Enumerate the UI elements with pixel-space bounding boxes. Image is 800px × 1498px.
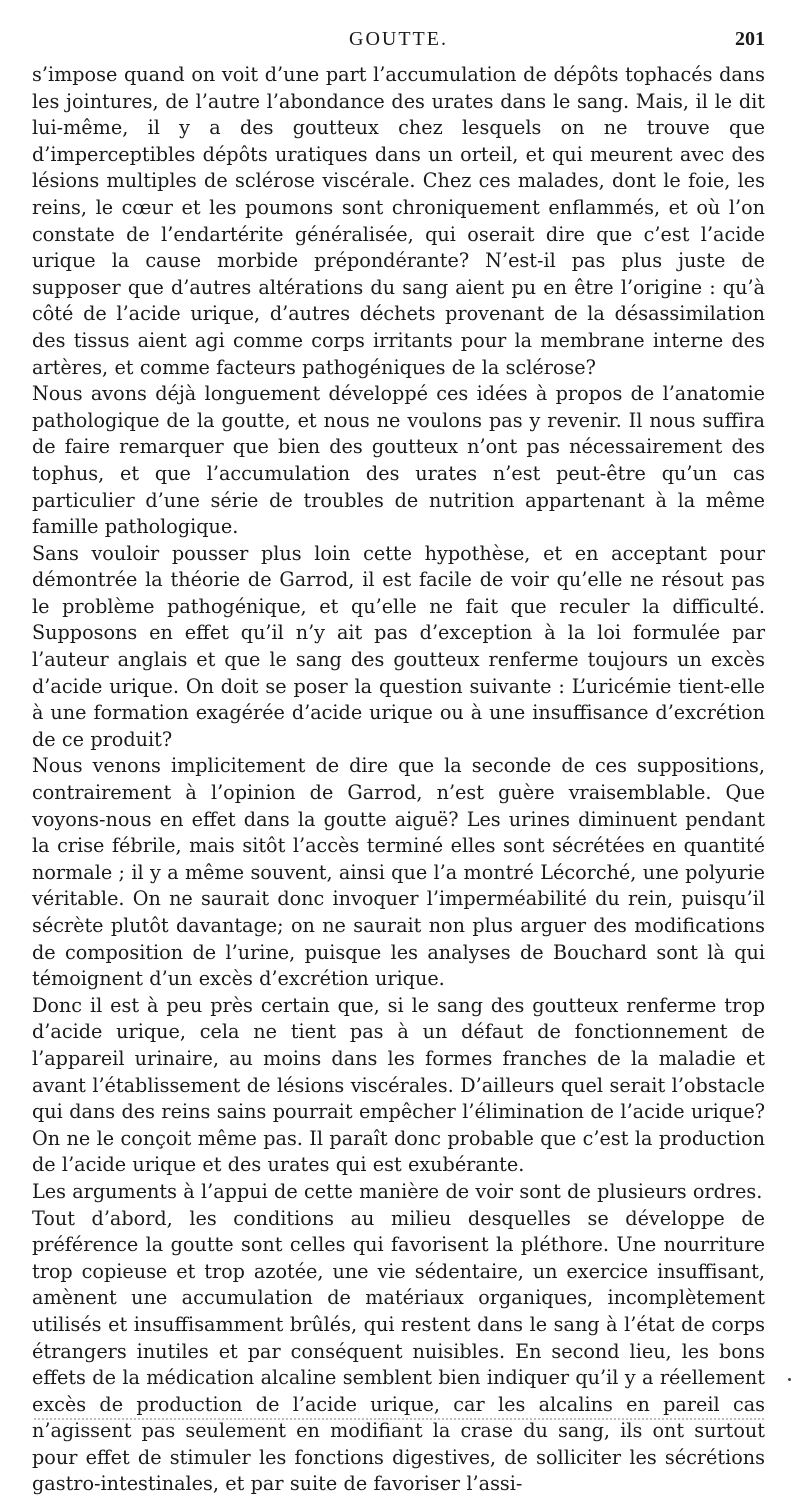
- paragraph: Les arguments à l’appui de cette manière de voir sont de plusieurs ordres.: [32, 1179, 763, 1203]
- bleed-through-line: [34, 1418, 764, 1422]
- paragraph: Donc il est à peu près certain que, si le sang des goutteux renferme trop d’acide urique, cela ne tient pas à un défaut de fonctionnement de l’appareil urinaire, au moins dans les formes franches de la maladie et avant l’établissement de lésions viscérales. D’ailleurs quel serait l’obstacle qui dans des reins sains pourrait empêcher l’élimination de l’acide urique? On ne le conçoit même pas. Il paraît donc probable que c’est la production de l’acide urique et des urates qui est exubérante.: [32, 993, 765, 1177]
- paragraph: Tout d’abord, les conditions au milieu desquelles se développe de préférence la goutte sont celles qui favorisent la pléthore. Une nourriture trop copieuse et trop azotée, une vie sédentaire, un exercice insuffisant, amènent une accumulation de matériaux organiques, incomplètement utilisés et insuffisamment brûlés, qui restent dans le sang à l’état de corps étrangers inutiles et par conséquent nuisibles. En second lieu, les bons effets de la médication alcaline semblent bien indiquer qu’il y a réellement excès de production de l’acide urique, car les alcalins en pareil cas n’agissent pas seulement en modifiant la crase du sang, ils ont surtout pour effet de stimuler les fonctions digestives, de solliciter les sécrétions gastro-intestinales, et par suite de favoriser l’assi-: [32, 1206, 765, 1496]
- paragraph: s’impose quand on voit d’une part l’accumulation de dépôts tophacés dans les jointures, de l’autre l’abondance des urates dans le sang. Mais, il le dit lui-même, il y a des goutteux chez lesquels on ne trouve que d’imperceptibles dépôts uratiques dans un orteil, et qui meurent avec des lésions multiples de sclérose viscérale. Chez ces malades, dont le foie, les reins, le cœur et les poumons sont chroniquement enflammés, et où l’on constate de l’endartérite généralisée, qui oserait dire que c’est l’acide urique la cause morbide prépondérante? N’est-il pas plus juste de supposer que d’autres altérations du sang aient pu en être l’origine : qu’à côté de l’acide urique, d’autres déchets provenant de la désassimilation des tissus aient agi comme corps irritants pour la membrane interne des artères, et comme facteurs pathogéniques de la sclérose?: [32, 63, 765, 379]
- body-text: [32, 62, 765, 1498]
- running-title: GOUTTE.: [349, 28, 448, 50]
- running-head: [32, 28, 765, 58]
- scan-speck: [788, 1378, 791, 1381]
- page-number: 201: [735, 28, 765, 50]
- document-page: [32, 28, 765, 1498]
- paragraph: Sans vouloir pousser plus loin cette hypothèse, et en acceptant pour démontrée la théorie de Garrod, il est facile de voir qu’elle ne résout pas le problème pathogénique, et qu’elle ne fait que reculer la difficulté. Supposons en effet qu’il n’y ait pas d’exception à la loi formulée par l’auteur anglais et que le sang des goutteux renferme toujours un excès d’acide urique. On doit se poser la question suivante : L’uricémie tient-elle à une formation exagérée d’acide urique ou à une insuffisance d’excrétion de ce produit?: [32, 541, 765, 751]
- paragraph: Nous avons déjà longuement développé ces idées à propos de l’anatomie pathologique de la goutte, et nous ne voulons pas y revenir. Il nous suffira de faire remarquer que bien des goutteux n’ont pas nécessairement des tophus, et que l’accumulation des urates n’est peut-être qu’un cas particulier d’une série de troubles de nutrition appartenant à la même famille pathologique.: [32, 382, 765, 539]
- paragraph: Nous venons implicitement de dire que la seconde de ces suppositions, contrairement à l’opinion de Garrod, n’est guère vraisemblable. Que voyons-nous en effet dans la goutte aiguë? Les urines diminuent pendant la crise fébrile, mais sitôt l’accès terminé elles sont sécrétées en quantité normale ; il y a même souvent, ainsi que l’a montré Lécorché, une polyurie véritable. On ne saurait donc invoquer l’imperméabilité du rein, puisqu’il sécrète plutôt davantage; on ne saurait non plus arguer des modifications de composition de l’urine, puisque les analyses de Bouchard sont là qui témoignent d’un excès d’excrétion urique.: [32, 754, 765, 991]
